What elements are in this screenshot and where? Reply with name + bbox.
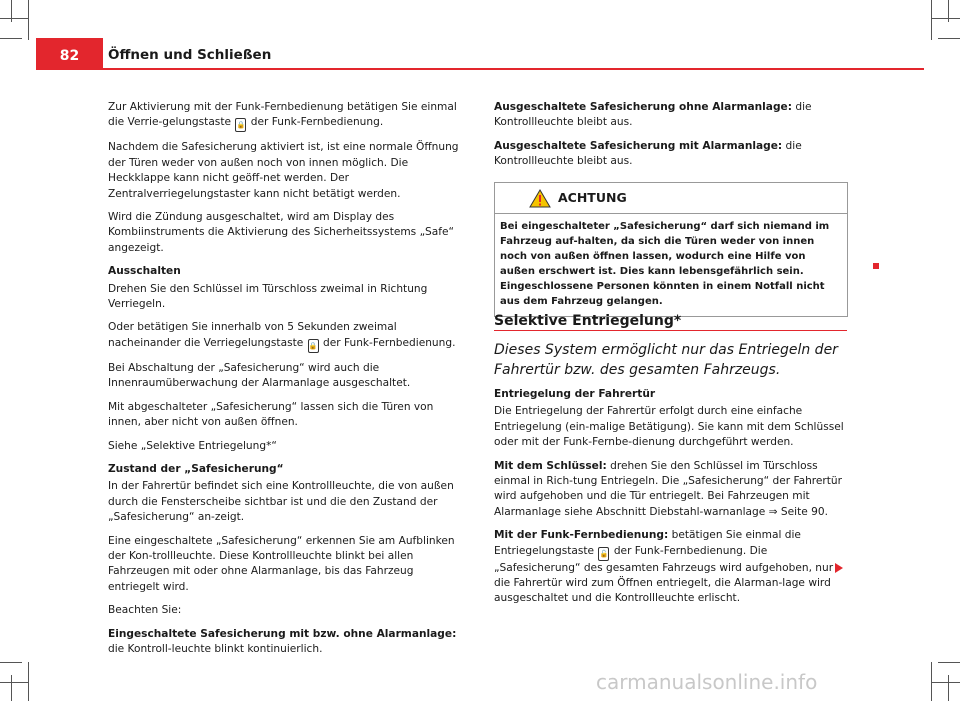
paragraph: Die Entriegelung der Fahrertür erfolgt durch eine einfache Entriegelung (ein-malige Betätigung). Sie kann mit dem Schlüssel oder mit der Funk-Fernbe-dienung durchgeführt werden. bbox=[494, 405, 844, 449]
end-marker bbox=[873, 263, 879, 269]
warning-triangle-icon bbox=[529, 189, 551, 208]
section-title: Selektive Entriegelung* bbox=[494, 313, 682, 329]
crop-mark bbox=[948, 0, 949, 22]
continue-arrow-icon bbox=[835, 563, 843, 573]
paragraph: Mit abgeschalteter „Safesicherung“ lassen sich die Türen von innen, aber nicht von außen öffnen. bbox=[108, 400, 434, 429]
right-column bbox=[494, 100, 850, 317]
warning-box bbox=[494, 182, 848, 317]
crop-mark bbox=[938, 38, 960, 39]
crop-mark bbox=[28, 662, 29, 701]
paragraph: Beachten Sie: bbox=[108, 604, 182, 617]
paragraph: Oder betätigen Sie innerhalb von 5 Sekunden zweimal nacheinander die Verriegelungstaste 🔒 der Funk-Fernbedienung. bbox=[108, 320, 468, 352]
left-column bbox=[108, 100, 468, 665]
page-title: Öffnen und Schließen bbox=[108, 47, 272, 63]
section-intro: Dieses System ermöglicht nur das Entriegeln der Fahrertür bzw. des gesamten Fahrzeugs. bbox=[494, 342, 838, 378]
paragraph: Drehen Sie den Schlüssel im Türschloss zweimal in Richtung Verriegeln. bbox=[108, 282, 428, 311]
page-number: 82 bbox=[36, 38, 103, 70]
crop-mark bbox=[11, 675, 12, 701]
subheading-zustand: Zustand der „Safesicherung“ bbox=[108, 462, 284, 475]
paragraph: Nachdem die Safesicherung aktiviert ist, ist eine normale Öffnung der Türen weder von außen noch von innen möglich. Die Heckklappe kann nicht geöff-net werden. Der Zentralverriegelungstaster kann nicht betätigt werden. bbox=[108, 141, 459, 200]
paragraph: Mit dem Schlüssel: drehen Sie den Schlüssel im Türschloss einmal in Rich-tung Entriegeln. Die „Safesicherung“ der Fahrertür wird aufgehoben und die Tür entriegelt. Bei Fahrzeugen mit Alarmanlage siehe Abschnitt Diebstahl-warnanlage ⇒ Seite 90. bbox=[494, 459, 843, 518]
warning-text: Bei eingeschalteter „Safesicherung“ darf sich niemand im Fahrzeug auf-halten, da sich die Türen weder von innen noch von außen öffnen lassen, wodurch eine Hilfe von außen erschwert ist. Dies kann lebensgefährlich sein. Eingeschlossene Personen könnten in einem Notfall nicht aus dem Fahrzeug gelangen. bbox=[500, 220, 830, 307]
crop-mark bbox=[11, 0, 12, 22]
crop-mark bbox=[932, 682, 960, 683]
paragraph: Ausgeschaltete Safesicherung mit Alarmanlage: die Kontrollleuchte bleibt aus. bbox=[494, 139, 802, 168]
paragraph: Ausgeschaltete Safesicherung ohne Alarmanlage: die Kontrollleuchte bleibt aus. bbox=[494, 101, 812, 129]
crop-mark bbox=[932, 18, 960, 19]
crop-mark bbox=[938, 662, 960, 663]
unlock-key-icon: 🔓 bbox=[598, 547, 609, 561]
lock-key-icon: 🔒 bbox=[308, 339, 319, 353]
crop-mark bbox=[0, 38, 22, 39]
paragraph: Wird die Zündung ausgeschaltet, wird am Display des Kombiinstruments die Aktivierung des Sicherheitssystems „Safe“ angezeigt. bbox=[108, 211, 455, 254]
paragraph: Siehe „Selektive Entriegelung*“ bbox=[108, 439, 277, 452]
subheading-fahrertuer: Entriegelung der Fahrertür bbox=[494, 388, 656, 400]
crop-mark bbox=[28, 0, 29, 40]
header-rule bbox=[103, 68, 924, 70]
crop-mark bbox=[0, 662, 22, 663]
paragraph: Bei Abschaltung der „Safesicherung“ wird auch die Innenraumüberwachung der Alarmanlage ausgeschaltet. bbox=[108, 361, 411, 390]
crop-mark bbox=[948, 675, 949, 701]
right-column-lower bbox=[494, 387, 850, 615]
paragraph: In der Fahrertür befindet sich eine Kontrollleuchte, die von außen durch die Fensterscheibe sichtbar ist und die den Zustand der „Safesicherung“ an-zeigt. bbox=[108, 480, 454, 524]
crop-mark bbox=[0, 682, 28, 683]
crop-mark bbox=[931, 0, 932, 40]
paragraph: Zur Aktivierung mit der Funk-Fernbedienung betätigen Sie einmal die Verrie-gelungstaste 🔒 der Funk-Fernbedienung. bbox=[108, 100, 468, 132]
paragraph: Eingeschaltete Safesicherung mit bzw. ohne Alarmanlage: die Kontroll-leuchte blinkt kontinuierlich. bbox=[108, 627, 457, 655]
section-rule bbox=[494, 330, 847, 331]
warning-title: ACHTUNG bbox=[558, 189, 627, 205]
lock-key-icon: 🔒 bbox=[235, 118, 246, 132]
watermark: carmanualsonline.info bbox=[596, 670, 818, 694]
paragraph: Mit der Funk-Fernbedienung: betätigen Sie einmal die Entriegelungstaste 🔓 der Funk-Fernbedienung. Die „Safesicherung“ des gesamten Fahrzeugs wird aufgehoben, nur die Fahrertür wird zum Öffnen entriegelt, die Alarman-lage wird ausgeschaltet und die Kontrollleuchte erlischt. bbox=[494, 529, 834, 605]
crop-mark bbox=[0, 18, 28, 19]
warning-header bbox=[495, 183, 847, 214]
paragraph: Eine eingeschaltete „Safesicherung“ erkennen Sie am Aufblinken der Kon-trollleuchte. Diese Kontrollleuchte blinkt bei allen Fahrzeugen mit oder ohne Alarmanlage, bis das Fahrzeug entriegelt wird. bbox=[108, 534, 455, 593]
subheading-ausschalten: Ausschalten bbox=[108, 265, 181, 278]
